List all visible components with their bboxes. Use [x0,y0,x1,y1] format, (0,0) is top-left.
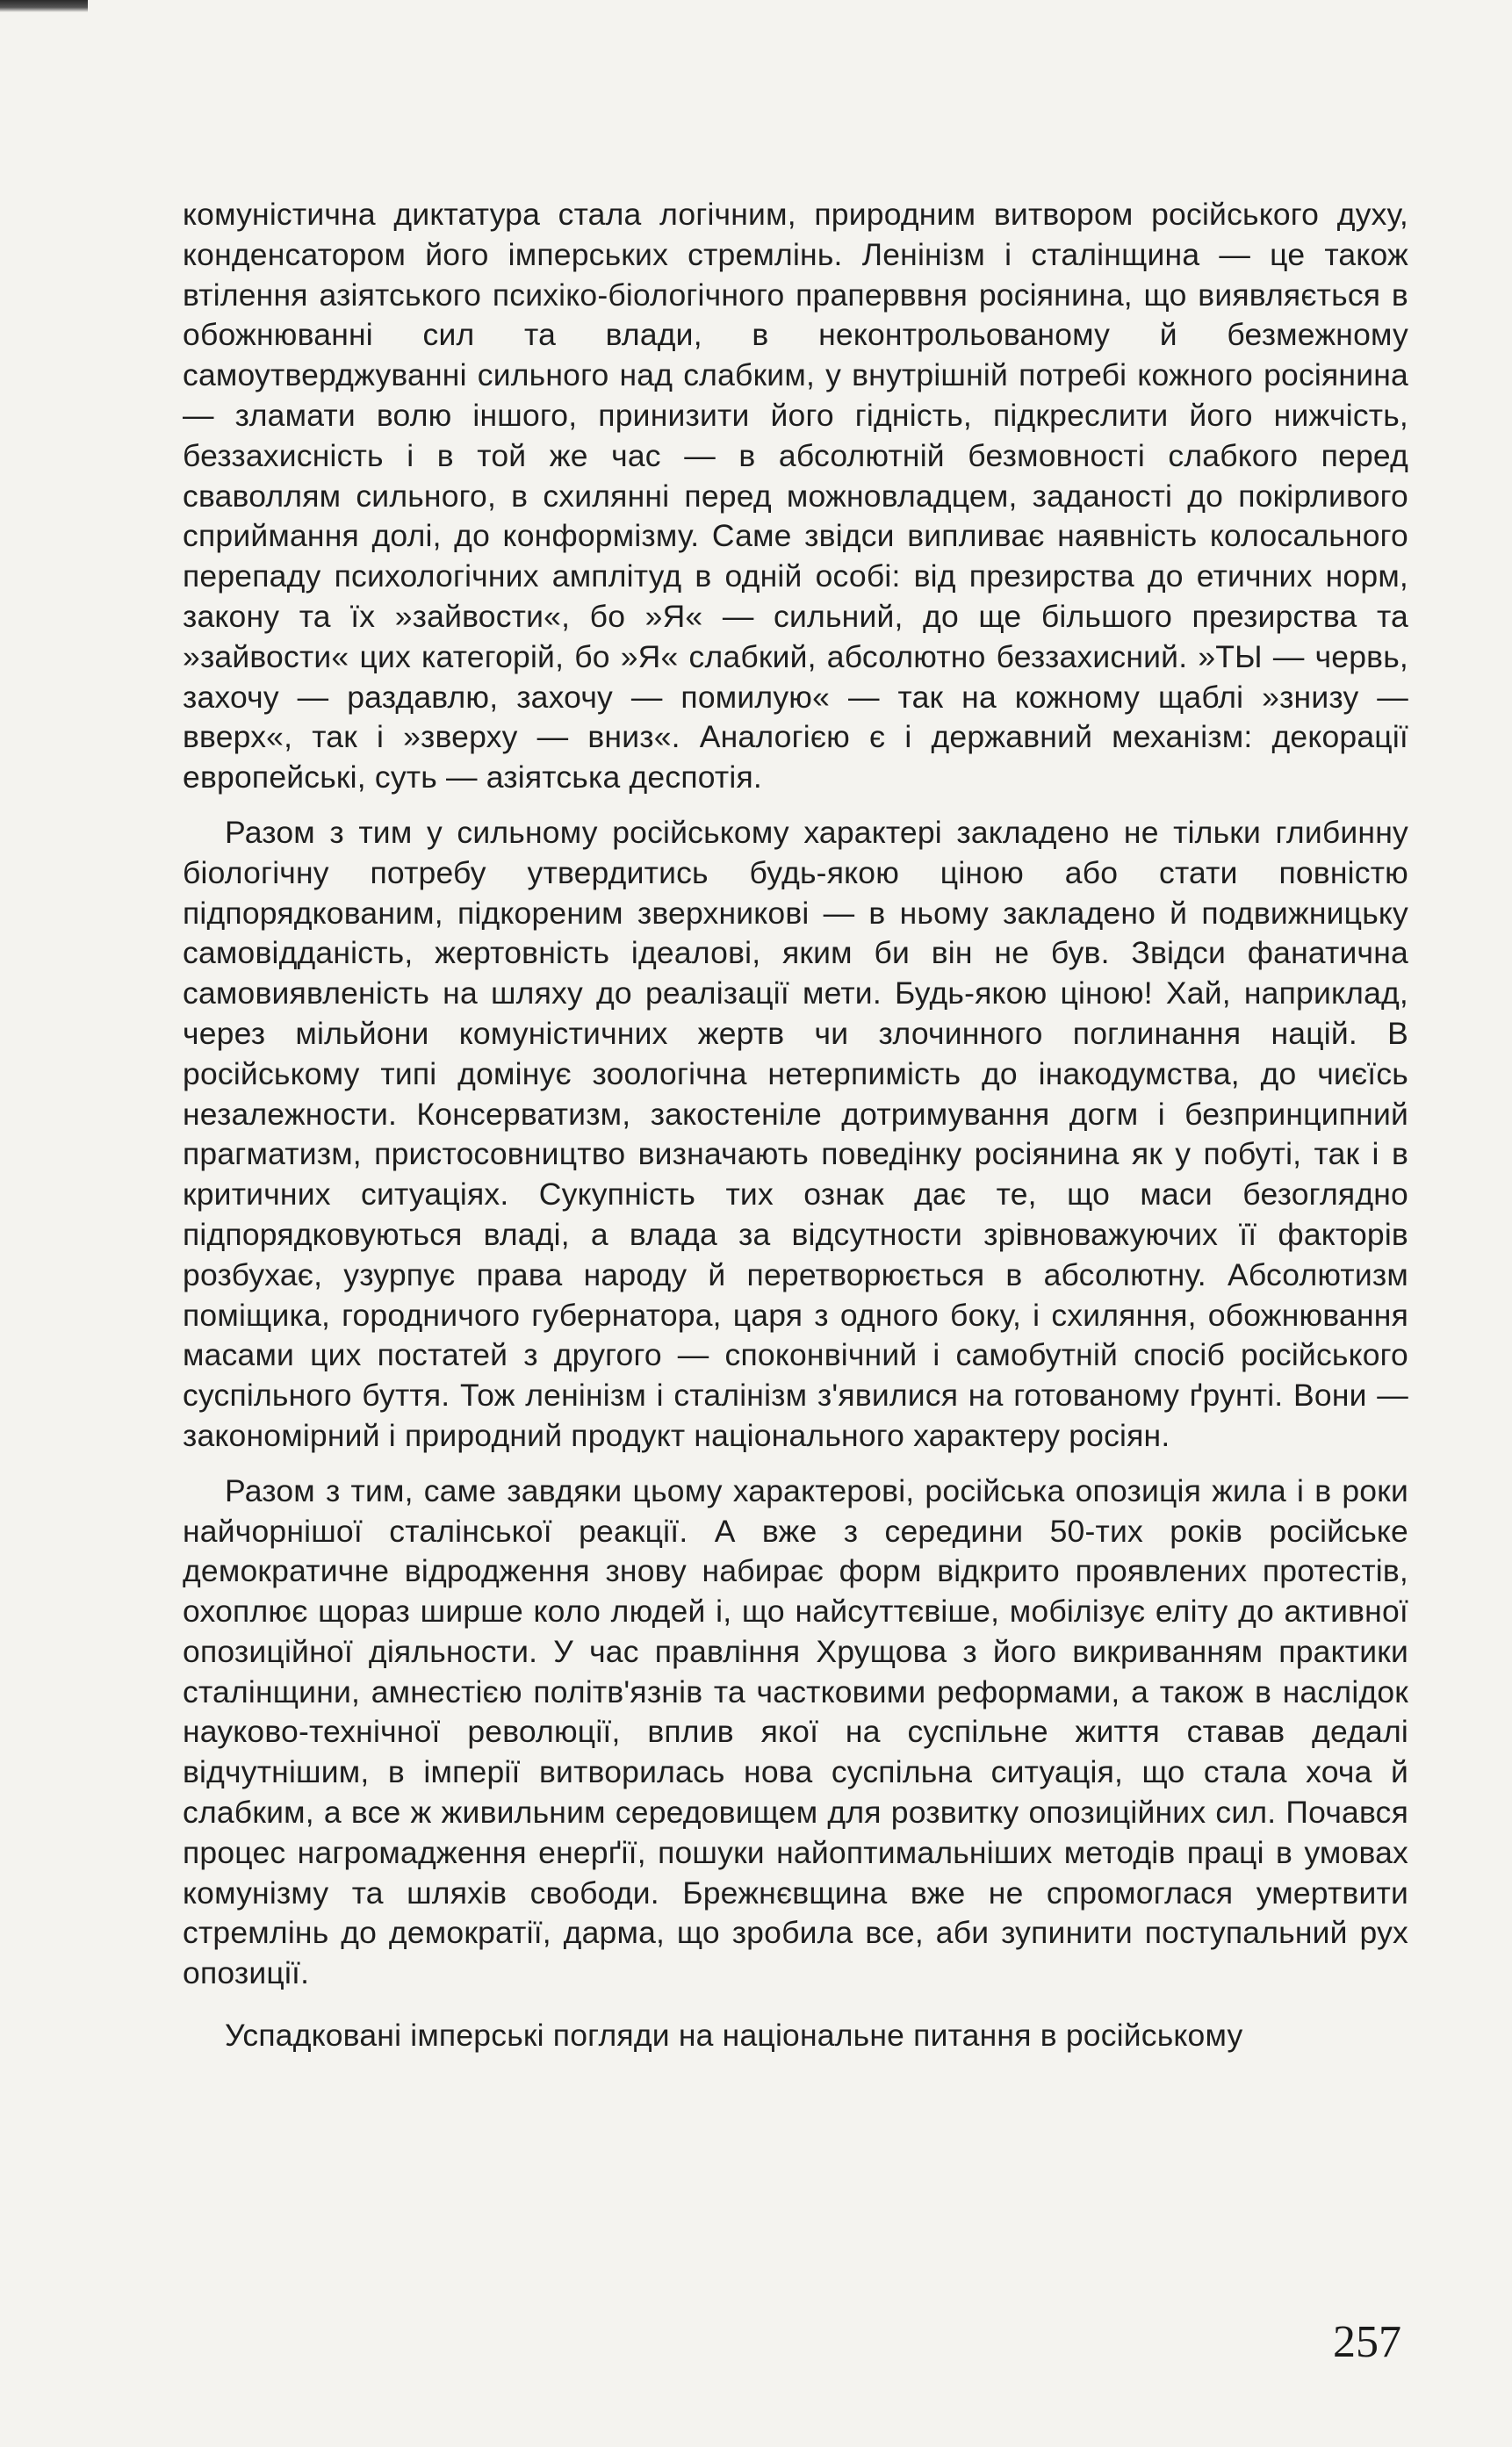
page-number: 257 [1333,2317,1401,2367]
paragraph-3: Разом з тим, саме завдяки цьому характерові, російська опозиція жила і в роки найчорнішої сталінської реакції. А вже з середини 50-тих років російське демократичне відродження знову набирає форм відкрито проявлених протестів, охоплює щораз ширше коло людей і, що найсуттєвіше, мобілізує еліту до активної опозиційної діяльности. У час правління Хрущова з його викриванням практики сталінщини, амнестією політв'язнів та частковими реформами, а також в наслідок науково-технічної революції, вплив якої на суспільне життя ставав дедалі відчутнішим, в імперії витворилась нова суспільна ситуація, що стала хоча й слабким, а все ж живильним середовищем для розвитку опозиційних сил. Почався процес нагромадження енерґії, пошуки найоптимальніших методів праці в умовах комунізму та шляхів свободи. Брежнєвщина вже не спромоглася умертвити стремлінь до демократії, дарма, що зробила все, аби зупинити поступальний рух опозиції. [183,1472,1408,1991]
body-text [183,195,1408,2056]
paragraph-1: комуністична диктатура стала логічним, природним витвором російського духу, конденсатором його імперських стремлінь. Ленінізм і сталінщина — це також втілення азіятського психіко-біологічного праперввня росіянина, що виявляється в обожнюванні сил та влади, в неконтрольованому й безмежному самоутверджуванні сильного над слабким, у внутрішній потребі кожного росіянина — зламати волю іншого, принизити його гідність, підкреслити його нижчість, беззахисність і в той же час — в абсолютній безмовності слабкого перед сваволлям сильного, в схилянні перед можновладцем, заданості до покірливого сприймання долі, до конформізму. Саме звідси випливає наявність колосального перепаду психологічних амплітуд в одній особі: від презирства до етичних норм, закону та їх »зайвости«, бо »Я« — сильний, до ще більшого презирства та »зайвости« цих категорій, бо »Я« слабкий, абсолютно беззахисний. »ТЫ — червь, захочу — раздавлю, захочу — помилую« — так на кожному щаблі »знизу — вверх«, так і »зверху — вниз«. Аналогією є і державний механізм: декорації европейські, суть — азіятська деспотія. [183,197,1408,795]
paragraph-2: Разом з тим у сильному російському характері закладено не тільки глибинну біологічну потребу утвердитись будь-якою ціною або стати повністю підпорядкованим, підкореним зверхникові — в ньому закладено й подвижницьку самовідданість, жертовність ідеалові, яким би він не був. Звідси фанатична самовиявленість на шляху до реалізації мети. Будь-якою ціною! Хай, наприклад, через мільйони комуністичних жертв чи злочинного поглинання націй. В російському типі домінує зоологічна нетерпимість до інакодумства, до чиєїсь незалежности. Консерватизм, закостеніле дотримування догм і безпринципний прагматизм, пристосовництво визначають поведінку росіянина як у побуті, так і в критичних ситуаціях. Сукупність тих ознак дає те, що маси безоглядно підпорядковуються владі, а влада за відсутности зрівноважуючих її факторів розбухає, узурпує права народу й перетворюється в абсолютну. Абсолютизм поміщика, городничого губернатора, царя з одного боку, і схиляння, обожнювання масами цих постатей з другого — споконвічний і самобутній спосіб російського суспільного буття. Тож ленінізм і сталінізм з'явилися на готованому ґрунті. Вони — закономірний і природний продукт національного характеру росіян. [183,814,1408,1453]
paragraph-4: Успадковані імперські погляди на національне питання в російському [225,2018,1243,2054]
